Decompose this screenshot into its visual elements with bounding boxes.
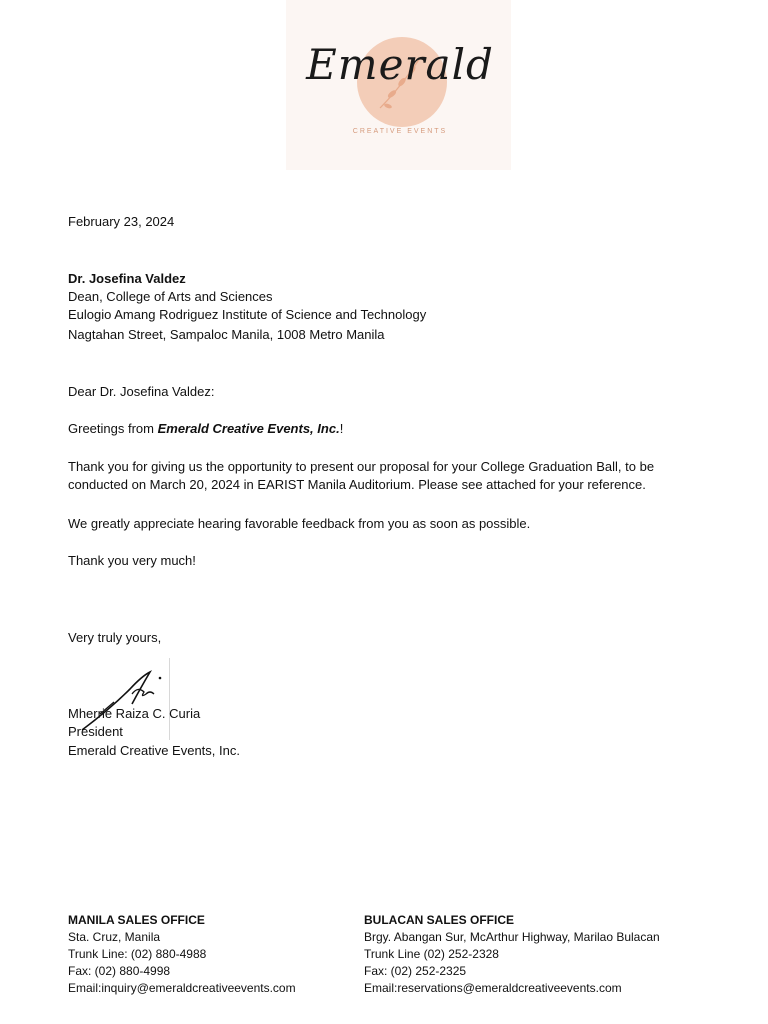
- office-email: Email:reservations@emeraldcreativeevents.com: [364, 981, 622, 995]
- office-line: Trunk Line (02) 252-2328: [364, 947, 499, 961]
- recipient-address: Nagtahan Street, Sampaloc Manila, 1008 Metro Manila: [68, 327, 385, 342]
- office-email: Email:inquiry@emeraldcreativeevents.com: [68, 981, 296, 995]
- letter-date: February 23, 2024: [68, 214, 175, 229]
- greeting-line: [68, 420, 343, 437]
- signer-company: Emerald Creative Events, Inc.: [68, 743, 240, 758]
- greeting-prefix: Greetings from: [68, 421, 158, 436]
- logo-subtitle: CREATIVE EVENTS: [352, 128, 448, 135]
- logo-wordmark: Emerald: [306, 40, 494, 89]
- office-line: Sta. Cruz, Manila: [68, 930, 161, 944]
- recipient-institution: Eulogio Amang Rodriguez Institute of Science and Technology: [68, 307, 427, 322]
- body-paragraph: Thank you for giving us the opportunity to present our proposal for your College Graduation Ball, to be conducted on March 20, 2024 in EARIST Manila Auditorium. Please see attached for your reference.: [68, 459, 655, 492]
- office-line: Fax: (02) 880-4998: [68, 964, 171, 978]
- body-paragraph: We greatly appreciate hearing favorable feedback from you as soon as possible.: [68, 516, 531, 531]
- signer-name: Mherrie Raiza C. Curia: [68, 706, 201, 721]
- salutation: Dear Dr. Josefina Valdez:: [68, 384, 215, 399]
- manila-office: [68, 912, 296, 997]
- recipient-name: Dr. Josefina Valdez: [68, 271, 186, 286]
- recipient-title: Dean, College of Arts and Sciences: [68, 289, 273, 304]
- office-heading: BULACAN SALES OFFICE: [364, 913, 514, 927]
- bulacan-office: [364, 912, 660, 997]
- office-line: Fax: (02) 252-2325: [364, 964, 467, 978]
- closing: Very truly yours,: [68, 630, 162, 645]
- greeting-suffix: !: [339, 421, 344, 436]
- body-paragraph: Thank you very much!: [68, 553, 196, 568]
- office-line: Trunk Line: (02) 880-4988: [68, 947, 207, 961]
- greeting-company: Emerald Creative Events, Inc.: [157, 421, 340, 436]
- signer-position: President: [68, 724, 123, 739]
- office-heading: MANILA SALES OFFICE: [68, 913, 205, 927]
- office-line: Brgy. Abangan Sur, McArthur Highway, Marilao Bulacan: [364, 930, 660, 944]
